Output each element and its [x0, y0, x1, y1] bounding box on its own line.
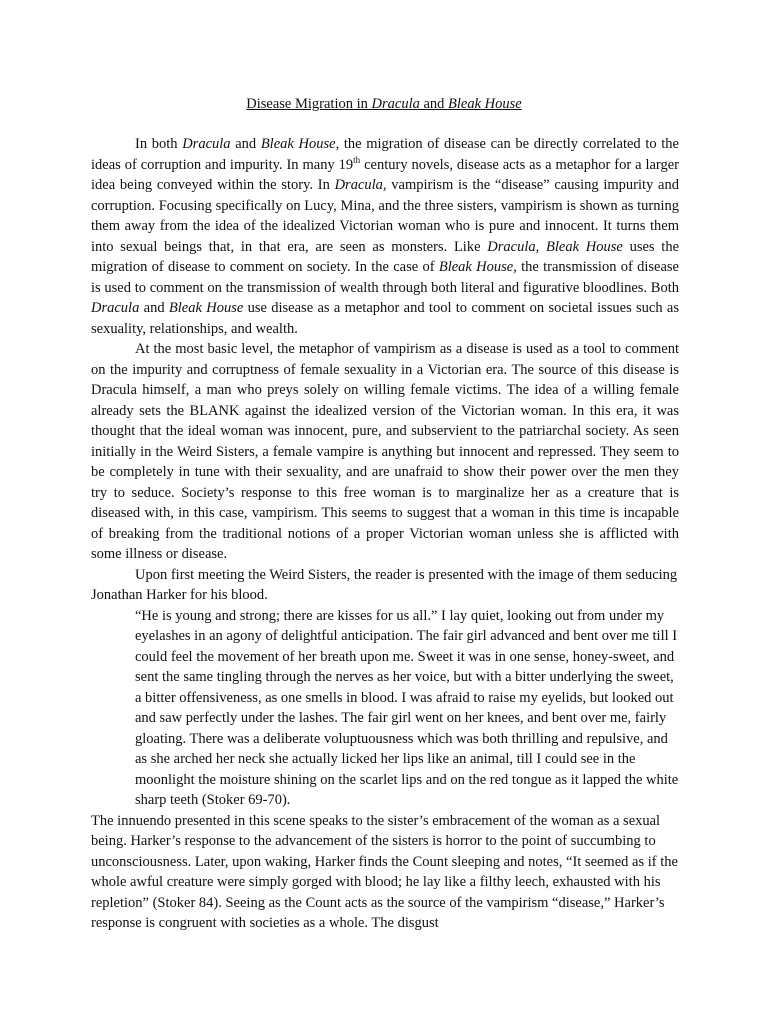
- paragraph-innuendo: The innuendo presented in this scene speaks to the sister’s embracement of the woman as a sexual being. Harker’s response to the advancement of the sisters is horror to the point of succumbing to unconsciousness. Later, upon waking, Harker finds the Count sleeping and notes, “It seemed as if the whole awful creature were simply gorged with blood; he lay like a filthy leech, exhausted with his repletion” (Stoker 84). Seeing as the Count acts as the source of the vampirism “disease,” Harker’s response is congruent with societies as a whole. The disgust: [91, 812, 678, 931]
- paragraph-vampirism-metaphor: At the most basic level, the metaphor of vampirism as a disease is used as a tool to comment on the impurity and corruptness of female sexuality in a Victorian era. The source of this disease is Dracula himself, a man who preys solely on willing female victims. The idea of a willing female already sets the BLANK against the idealized version of the Victorian woman. In this era, it was thought that the ideal woman was innocent, pure, and subservient to the patriarchal society. As seen initially in the Weird Sisters, a female vampire is anything but innocent and repressed. They seem to be completely in tune with their sexuality, and are unafraid to show their power over the men they try to seduce. Society’s response to this free woman is to marginalize her as a creature that is diseased with, in this case, vampirism. This seems to suggest that a woman in this time is incapable of breaking from the traditional notions of a proper Victorian woman unless she is afflicted with some illness or disease.: [91, 341, 679, 562]
- essay-title: [0, 94, 768, 114]
- paragraph-weird-sisters-intro: Upon first meeting the Weird Sisters, the reader is presented with the image of them seducing Jonathan Harker for his blood.: [91, 566, 678, 603]
- paragraph-introduction: In both Dracula and Bleak House, the migration of disease can be directly correlated to the ideas of corruption and impurity. In many 19th century novels, disease acts as a metaphor for a larger idea being conveyed within the story. In Dracula, vampirism is the “disease” causing impurity and corruption. Focusing specifically on Lucy, Mina, and the three sisters, vampirism is shown as turning them away from the idea of the idealized Victorian woman who is pure and innocent. It turns them into sexual beings that, in that era, are seen as monsters. Like Dracula, Bleak House uses the migration of disease to comment on society. In the case of Bleak House, the transmission of disease is used to comment on the transmission of wealth through both literal and figurative bloodlines. Both Dracula and Bleak House use disease as a metaphor and tool to comment on societal issues such as sexuality, relationships, and wealth.: [91, 136, 679, 337]
- essay-body: [91, 134, 679, 934]
- title-connector: and: [419, 96, 449, 112]
- title-prefix: Disease Migration in: [246, 96, 372, 112]
- block-quote: “He is young and strong; there are kisses for us all.” I lay quiet, looking out from under my eyelashes in an agony of delightful anticipation. The fair girl advanced and bent over me till I could feel the movement of her breath upon me. Sweet it was in one sense, honey-sweet, and sent the same tingling through the nerves as her voice, but with a bitter underlying the sweet, a bitter offensiveness, as one smells in blood. I was afraid to raise my eyelids, but looked out and saw perfectly under the lashes. The fair girl went on her knees, and bent over me, fairly gloating. There was a deliberate voluptuousness which was both thrilling and repulsive, and as she arched her neck she actually licked her lips like an animal, till I could see in the moonlight the moisture shining on the scarlet lips and on the red tongue as it lapped the white sharp teeth (Stoker 69-70).: [135, 607, 679, 808]
- title-work-bleak-house: Bleak House: [448, 96, 522, 112]
- title-work-dracula: Dracula: [371, 96, 420, 112]
